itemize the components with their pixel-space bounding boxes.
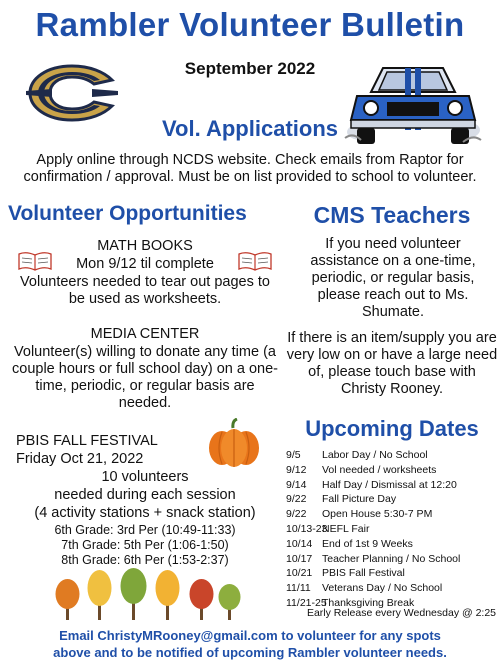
date-event: Open House 5:30-7 PM <box>322 508 433 521</box>
date-event: Half Day / Dismissal at 12:20 <box>322 478 457 491</box>
date-event: Labor Day / No School <box>322 449 428 461</box>
media-center-text: Volunteer(s) willing to donate any time (a couple hours or full school day) on a one-time, periodic, or regular basis are needed. <box>12 344 278 411</box>
date-value: 9/14 <box>286 478 307 491</box>
math-books-date: Mon 9/12 til complete <box>76 256 214 272</box>
early-release-note: Early Release every Wednesday @ 2:25 <box>306 607 496 619</box>
opportunities-heading: Volunteer Opportunities <box>8 202 247 225</box>
date-event: NEFL Fair <box>322 522 370 535</box>
footer-line-1: Email ChristyMRooney@gmail.com to volunteer for any spots <box>59 628 441 643</box>
pumpkin-icon <box>206 418 262 468</box>
date-event: Thanksgiving Break <box>322 596 415 609</box>
math-books-text: Volunteers needed to tear out pages to be used as worksheets. <box>20 274 270 307</box>
date-item <box>286 537 498 552</box>
date-item <box>286 492 498 507</box>
pbis-session: 6th Grade: 3rd Per (10:49-11:33) <box>54 523 236 537</box>
date-value: 9/5 <box>286 449 301 461</box>
applications-heading: Vol. Applications <box>161 116 338 141</box>
date-event: End of 1st 9 Weeks <box>322 537 413 550</box>
date-value: 10/21 <box>286 567 313 580</box>
dates-heading: Upcoming Dates <box>305 416 479 441</box>
date-event: Fall Picture Day <box>322 493 397 506</box>
autumn-trees-illustration <box>50 566 246 622</box>
date-event: PBIS Fall Festival <box>322 567 405 580</box>
date-event: Teacher Planning / No School <box>322 552 461 565</box>
date-value: 11/11 <box>286 582 311 595</box>
bulletin-month: September 2022 <box>184 59 316 78</box>
footer-contact <box>0 627 500 661</box>
math-books-title: MATH BOOKS <box>97 238 193 254</box>
pbis-line1: 10 volunteers <box>101 469 189 485</box>
date-value: 10/13-23 <box>286 522 328 535</box>
pbis-session: 7th Grade: 5th Per (1:06-1:50) <box>61 538 229 552</box>
date-item <box>286 463 498 478</box>
media-center-title: MEDIA CENTER <box>90 326 200 342</box>
dates-list <box>286 448 498 611</box>
pbis-title: PBIS FALL FESTIVAL <box>16 433 158 449</box>
pbis-date: Friday Oct 21, 2022 <box>16 451 144 467</box>
applications-text: Apply online through NCDS website. Check emails from Raptor for confirmation / approval. Must be on list provided to school to volunteer. <box>23 152 477 185</box>
footer-line-2: above and to be notified of upcoming Rambler volunteer needs. <box>53 645 447 660</box>
date-item <box>286 522 498 537</box>
date-item <box>286 507 498 522</box>
date-item <box>286 478 498 493</box>
date-item <box>286 581 498 596</box>
bulletin-title: Rambler Volunteer Bulletin <box>35 6 465 43</box>
date-value: 10/17 <box>286 552 313 565</box>
date-value: 11/21-25 <box>286 596 327 609</box>
c-logo <box>22 62 122 124</box>
date-item <box>286 566 498 581</box>
teachers-text-2: If there is an item/supply you are very low on or have a large need of, please touch base with Christy Rooney. <box>286 330 498 397</box>
date-item <box>286 552 498 567</box>
date-value: 9/22 <box>286 508 307 521</box>
pbis-session: 8th Grade: 6th Per (1:53-2:37) <box>61 553 229 567</box>
date-event: Veterans Day / No School <box>322 582 443 595</box>
pbis-line2: needed during each session <box>54 487 236 503</box>
teachers-heading: CMS Teachers <box>313 202 471 228</box>
date-value: 10/14 <box>286 537 313 550</box>
date-value: 9/22 <box>286 493 307 506</box>
pbis-line3: (4 activity stations + snack station) <box>34 505 256 521</box>
teachers-text-1: If you need volunteer assistance on a one-time, periodic, or regular basis, please reach out to Ms. Shumate. <box>310 236 476 320</box>
date-event: Vol needed / worksheets <box>322 463 437 476</box>
date-item <box>286 448 498 463</box>
date-value: 9/12 <box>286 463 307 476</box>
